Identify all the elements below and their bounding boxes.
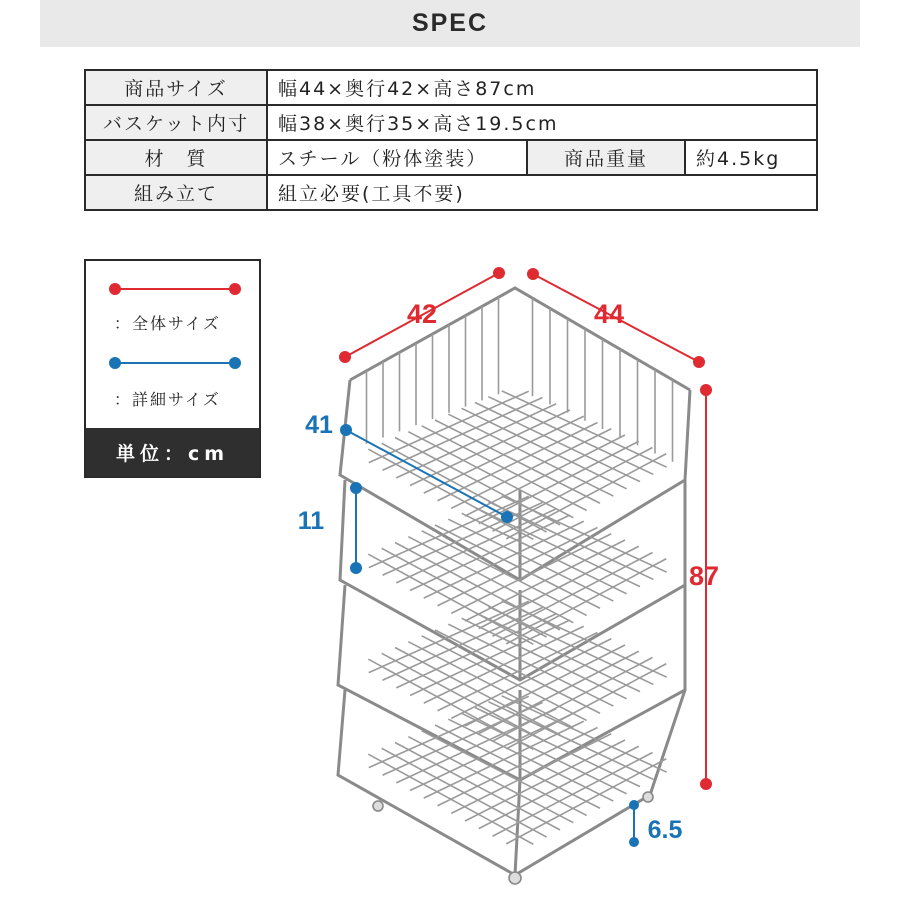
spec-value-assembly: 組立必要(工具不要) <box>267 175 817 210</box>
caster-height-dot-bottom <box>629 837 639 847</box>
height-dot-bottom <box>700 778 712 790</box>
inner-height-dot-top <box>350 482 362 494</box>
caster-height-dot-top <box>629 800 639 810</box>
depth-label: 42 <box>406 299 438 329</box>
inner-height-label: 11 <box>297 507 325 535</box>
inner-depth-dot-right <box>501 511 513 523</box>
height-dot-top <box>700 384 712 396</box>
spec-title: SPEC <box>411 9 489 37</box>
unit-label: 単位：cm <box>86 428 259 476</box>
legend-overall-label: ：全体サイズ <box>114 314 221 333</box>
width-dot-left <box>527 268 539 280</box>
spec-value-basket: 幅38×奥行35×高さ19.5cm <box>267 105 817 140</box>
spec-label-size: 商品サイズ <box>85 70 267 105</box>
depth-dot-right <box>493 267 505 279</box>
width-label: 44 <box>593 299 625 329</box>
height-label: 87 <box>688 561 720 591</box>
width-dot-right <box>693 356 705 368</box>
depth-dot-left <box>339 351 351 363</box>
inner-height-dot-bottom <box>350 562 362 574</box>
spec-value-weight: 約4.5kg <box>685 140 817 175</box>
spec-label-assembly: 組み立て <box>85 175 267 210</box>
spec-label-material: 材 質 <box>85 140 267 175</box>
inner-depth-line <box>346 430 507 517</box>
inner-depth-label: 41 <box>305 411 333 439</box>
inner-depth-dot-left <box>340 424 352 436</box>
spec-value-size: 幅44×奥行42×高さ87cm <box>267 70 817 105</box>
spec-label-weight: 商品重量 <box>527 140 685 175</box>
caster-height-label: 6.5 <box>647 816 683 844</box>
spec-value-material: スチール（粉体塗装） <box>267 140 527 175</box>
spec-label-basket: バスケット内寸 <box>85 105 267 140</box>
legend-detail-label: ：詳細サイズ <box>114 390 221 409</box>
basket-illustration <box>338 288 690 884</box>
